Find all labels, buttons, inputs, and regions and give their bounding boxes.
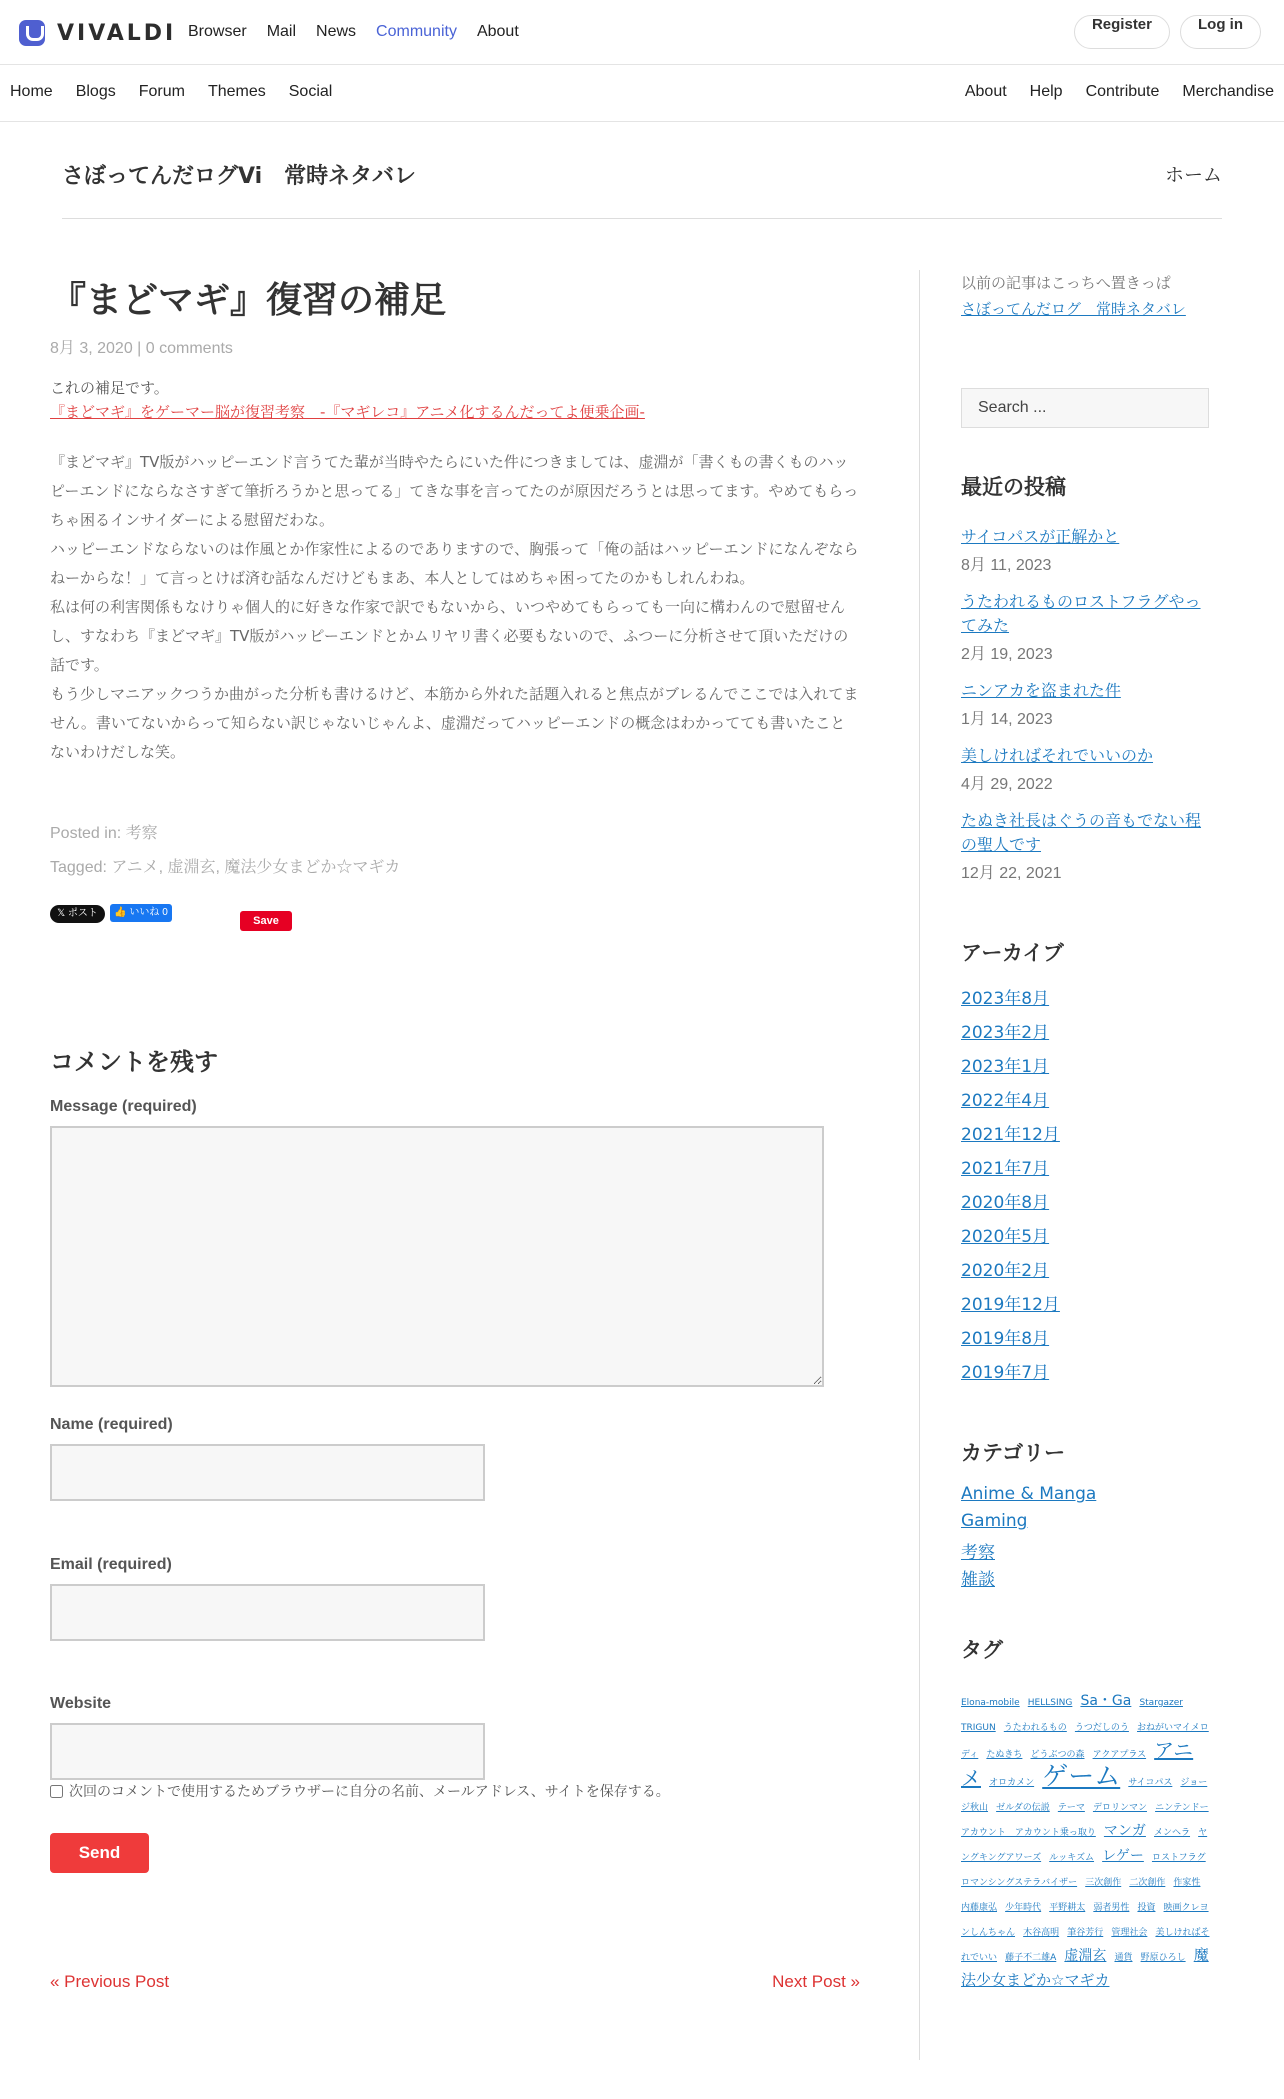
sidebar-intro [961,270,1211,322]
post-paragraph: 私は何の利害関係もなけりゃ個人的に好きな作家で訳でもないから、いつやめてもらっても一向に構わんので慰留せんし、すなわち『まどマギ』TV版がハッピーエンドとかムリヤリ書く必要もないので、ふつーに分析させて頂いただけの話です。 [50,598,849,674]
next-post-link[interactable]: Next Post » [772,1972,860,1991]
archive-item [961,1290,1211,1324]
subnav-social[interactable]: Social [288,83,333,100]
recent-post-date: 8月 11, 2023 [961,557,1052,574]
blog-home-link[interactable]: ホーム [1164,164,1222,186]
post-navigation [50,1972,860,1992]
share-buttons [50,903,860,929]
tag-link[interactable]: デロリンマン [1092,1803,1147,1813]
archive-item [961,1052,1211,1086]
archive-item [961,1324,1211,1358]
archive-heading: アーカイブ [961,941,1064,965]
message-label: Message (required) [50,1098,197,1115]
tag-link[interactable]: 投資 [1137,1903,1156,1913]
recent-post-link[interactable]: 美しければそれでいいのか [961,746,1154,765]
recent-post-date: 4月 29, 2022 [961,776,1053,793]
tag-link[interactable]: 二次創作 [1129,1878,1166,1888]
subnav-home[interactable]: Home [10,83,53,100]
tag-link[interactable]: 美しければそれでいい [961,1928,1210,1963]
meta-separator: | [132,340,146,357]
tag-link[interactable]: Sa・Ga [1080,1693,1132,1709]
tag-link[interactable]: オロカメン [989,1778,1035,1788]
tag-link[interactable]: 野原ひろし [1140,1953,1186,1963]
blog-title[interactable]: さぼってんだログVi 常時ネタバレ [62,164,416,189]
tag-link[interactable]: 内藤康弘 [961,1903,998,1913]
subnav-help[interactable]: Help [1029,83,1063,100]
logo-text: VIVALDI [57,20,177,46]
recent-post-date: 2月 19, 2023 [961,646,1053,663]
tag-link[interactable]: サイコパス [1128,1778,1173,1788]
recent-post-link[interactable]: ニンアカを盗まれた件 [961,681,1121,700]
nav-browser[interactable]: Browser [188,23,247,40]
community-nav-left [10,83,332,101]
subnav-blogs[interactable]: Blogs [75,83,116,100]
recent-post-item [961,809,1211,883]
archive-list [961,984,1211,1392]
tag-link[interactable]: 筆谷芳行 [1067,1928,1104,1938]
archive-item [961,1120,1211,1154]
category-link[interactable]: 雑談 [961,1570,995,1590]
sidebar [961,270,1211,1991]
sidebar-divider [919,270,920,2060]
login-button[interactable]: Log in [1180,15,1261,49]
tag-link[interactable]: おねがいマイメロディ [961,1723,1209,1760]
tag-link[interactable]: アニメ [961,1738,1194,1790]
nav-community[interactable]: Community [376,23,457,40]
category-list [961,1484,1211,1592]
nav-news[interactable]: News [316,23,357,40]
tag-link[interactable]: ニンテンドーアカウント アカウント乗っ取り [961,1803,1209,1838]
tag-link[interactable]: 少年時代 [1005,1903,1042,1913]
post-title: 『まどマギ』復習の補足 [50,280,447,321]
recent-post-date: 12月 22, 2021 [961,865,1062,882]
post-content [50,265,860,1992]
archive-item [961,1018,1211,1052]
archive-item [961,984,1211,1018]
tag-link[interactable]: HELLSING [1027,1698,1073,1708]
message-field[interactable] [50,1126,824,1387]
recent-posts-list [961,525,1211,883]
tag-link[interactable]: 平野耕太 [1049,1903,1086,1913]
tag-link[interactable]: Elona-mobile [961,1698,1020,1708]
archive-link[interactable]: 2020年5月 [961,1227,1050,1247]
email-label: Email (required) [50,1556,172,1573]
tag-link[interactable]: Stargazer [1139,1698,1183,1708]
category-heading: カテゴリー [961,1441,1066,1465]
intro-text: これの補足です。 [50,379,169,397]
auth-buttons [1074,15,1261,49]
archive-link[interactable]: 2021年12月 [961,1125,1060,1145]
nav-about[interactable]: About [476,23,519,40]
category-link[interactable]: Anime & Manga [961,1484,1097,1504]
tag-link[interactable]: レゲー [1102,1848,1144,1864]
subnav-themes[interactable]: Themes [207,83,266,100]
category-link[interactable]: 考察 [961,1543,995,1563]
post-body [50,448,860,767]
category-item [961,1538,1211,1565]
tag-link[interactable]: ロマンシングステラバイザー [961,1878,1078,1888]
name-label: Name (required) [50,1416,173,1433]
tag-link[interactable]: 弱者男性 [1093,1903,1130,1913]
post-taxonomy [50,817,860,885]
old-blog-link[interactable]: さぼってんだログ 常時ネタバレ [961,300,1186,318]
archive-link[interactable]: 2019年8月 [961,1329,1050,1349]
archive-link[interactable]: 2021年7月 [961,1159,1050,1179]
community-nav [0,66,1284,122]
tagged [50,851,860,885]
tag-link[interactable]: うつだしのう [1074,1723,1129,1733]
posted-in [50,817,860,851]
archive-link[interactable]: 2023年8月 [961,989,1050,1009]
search-input[interactable] [961,388,1209,428]
tag-link[interactable]: ロストフラグ [1151,1853,1206,1863]
tag-link[interactable]: 作家性 [1173,1878,1201,1888]
subnav-merchandise[interactable]: Merchandise [1182,83,1274,100]
recent-post-date: 1月 14, 2023 [961,711,1053,728]
tag-link[interactable]: 木谷高明 [1023,1928,1060,1938]
post-paragraph: ハッピーエンドならないのは作風とか作家性によるのでありますので、胸張って「俺の話はハッピーエンドになんぞならねーからな！」て言っとけば済む話なんだけどもまあ、本人としてはめちゃ困ってたのかもしれんわね。 [50,540,859,587]
archive-item [961,1188,1211,1222]
save-info-checkbox[interactable] [50,1785,63,1798]
vivaldi-logo[interactable] [19,20,176,46]
tag-link[interactable]: ヤングキングアワーズ [961,1828,1208,1863]
tag-link[interactable]: うたわれるもの [1003,1723,1067,1733]
tag-link[interactable]: ゲーム [1042,1762,1121,1792]
category-link[interactable]: 考察 [125,825,158,842]
subnav-forum[interactable]: Forum [138,83,185,100]
recent-post-link[interactable]: うたわれるものロストフラグやってみた [961,592,1201,635]
tag-link[interactable]: ジョージ秋山 [961,1778,1208,1813]
send-button[interactable]: Send [50,1833,149,1873]
tag-link[interactable]: テーマ [1057,1803,1085,1813]
facebook-like-button[interactable]: 👍 いいね 0 [110,904,172,922]
posted-in-label: Posted in: [50,825,126,842]
subnav-contribute[interactable]: Contribute [1085,83,1160,100]
tag-link[interactable]: 魔法少女まどか☆マギカ [961,1946,1209,1989]
tag-link[interactable]: アクアプラス [1092,1750,1147,1760]
subnav-about[interactable]: About [964,83,1007,100]
post-paragraph: 『まどマギ』TV版がハッピーエンド言うてた輩が当時やたらにいた件につきましては、虚淵が「書くもの書くものハッピーエンドにならなさすぎて筆折ろうかと思ってる」てきな事を言ってたのが原因だろうとは思ってます。やめてもらっちゃ困るインサイダーによる慰留だわな。 [50,453,859,529]
tag-link[interactable]: メンヘラ [1154,1828,1191,1838]
tag-link[interactable]: どうぶつの森 [1030,1750,1085,1760]
post-intro [50,376,860,424]
recent-post-item [961,679,1211,729]
previous-post-link[interactable]: « Previous Post [50,1972,170,1991]
post-paragraph: もう少しマニアックつうか曲がった分析も書けるけど、本筋から外れた話題入れると焦点がブレるんでここでは入れてません。書いてないからって知らない訳じゃないじゃんよ、虚淵だってハッピーエンドの概念はわかってても書いたことないわけだしな笑。 [50,685,859,761]
archive-link[interactable]: 2020年2月 [961,1261,1050,1281]
recent-post-link[interactable]: たぬき社長はぐうの音もでない程の聖人です [961,811,1202,854]
save-info-label: 次回のコメントで使用するためブラウザーに自分の名前、メールアドレス、サイトを保存する。 [69,1784,670,1800]
archive-link[interactable]: 2023年1月 [961,1057,1050,1077]
email-field[interactable] [50,1584,485,1641]
tag-link[interactable]: マンガ [1103,1823,1146,1839]
archive-link[interactable]: 2019年7月 [961,1363,1050,1383]
nav-mail[interactable]: Mail [266,23,297,40]
category-item [961,1511,1211,1538]
community-nav-right [965,83,1274,101]
archive-item [961,1358,1211,1392]
archive-link[interactable]: 2020年8月 [961,1193,1050,1213]
recent-posts-heading: 最近の投稿 [961,475,1066,499]
tag-link[interactable]: 管理社会 [1111,1928,1148,1938]
post-meta [50,335,860,358]
post-tags[interactable]: アニメ, 虚淵玄, 魔法少女まどか☆マギカ [111,859,401,876]
website-field[interactable] [50,1723,485,1780]
archive-link[interactable]: 2019年12月 [961,1295,1060,1315]
vivaldi-logo-icon [19,20,45,46]
name-field[interactable] [50,1444,485,1501]
category-link[interactable]: Gaming [961,1511,1028,1531]
tag-link[interactable]: 虚淵玄 [1064,1948,1107,1964]
archive-item [961,1154,1211,1188]
sidebar-intro-text: 以前の記事はこっちへ置きっぱ [961,274,1171,292]
register-button[interactable]: Register [1074,15,1170,49]
recent-post-link[interactable]: サイコパスが正解かと [961,527,1120,546]
tag-link[interactable]: TRIGUN [961,1723,996,1733]
tag-link[interactable]: 通貨 [1114,1953,1133,1963]
save-info-row [50,1781,860,1801]
tag-heading: タグ [961,1638,1003,1662]
pinterest-save-button[interactable]: Save [240,911,292,931]
site-header [0,0,1284,65]
tag-link[interactable]: たぬきち [986,1750,1023,1760]
archive-item [961,1086,1211,1120]
top-nav [188,23,519,41]
comments-link[interactable]: 0 comments [145,340,233,357]
tag-link[interactable]: 映画クレヨンしんちゃん [961,1903,1209,1938]
post-date: 8月 3, 2020 [50,340,133,357]
archive-item [961,1256,1211,1290]
x-share-button[interactable]: 𝕏 ポスト [50,905,105,923]
recent-post-item [961,744,1211,794]
tag-link[interactable]: 藤子不二雄A [1005,1953,1057,1963]
tag-link[interactable]: ルッキズム [1049,1853,1095,1863]
tag-cloud [961,1689,1211,1991]
tagged-label: Tagged: [50,859,112,876]
comment-heading: コメントを残す [50,1048,218,1076]
tag-link[interactable]: 三次創作 [1085,1878,1122,1888]
recent-post-item [961,590,1211,664]
tag-link[interactable]: ゼルダの伝説 [996,1803,1050,1813]
recent-post-item [961,525,1211,575]
archive-link[interactable]: 2022年4月 [961,1091,1050,1111]
blog-header [62,122,1222,219]
category-item [961,1484,1211,1511]
archive-link[interactable]: 2023年2月 [961,1023,1050,1043]
related-post-link[interactable]: 『まどマギ』をゲーマー脳が復習考察 -『マギレコ』アニメ化するんだってよ便乗企画- [50,403,645,421]
archive-item [961,1222,1211,1256]
category-item [961,1565,1211,1592]
website-label: Website [50,1695,112,1712]
